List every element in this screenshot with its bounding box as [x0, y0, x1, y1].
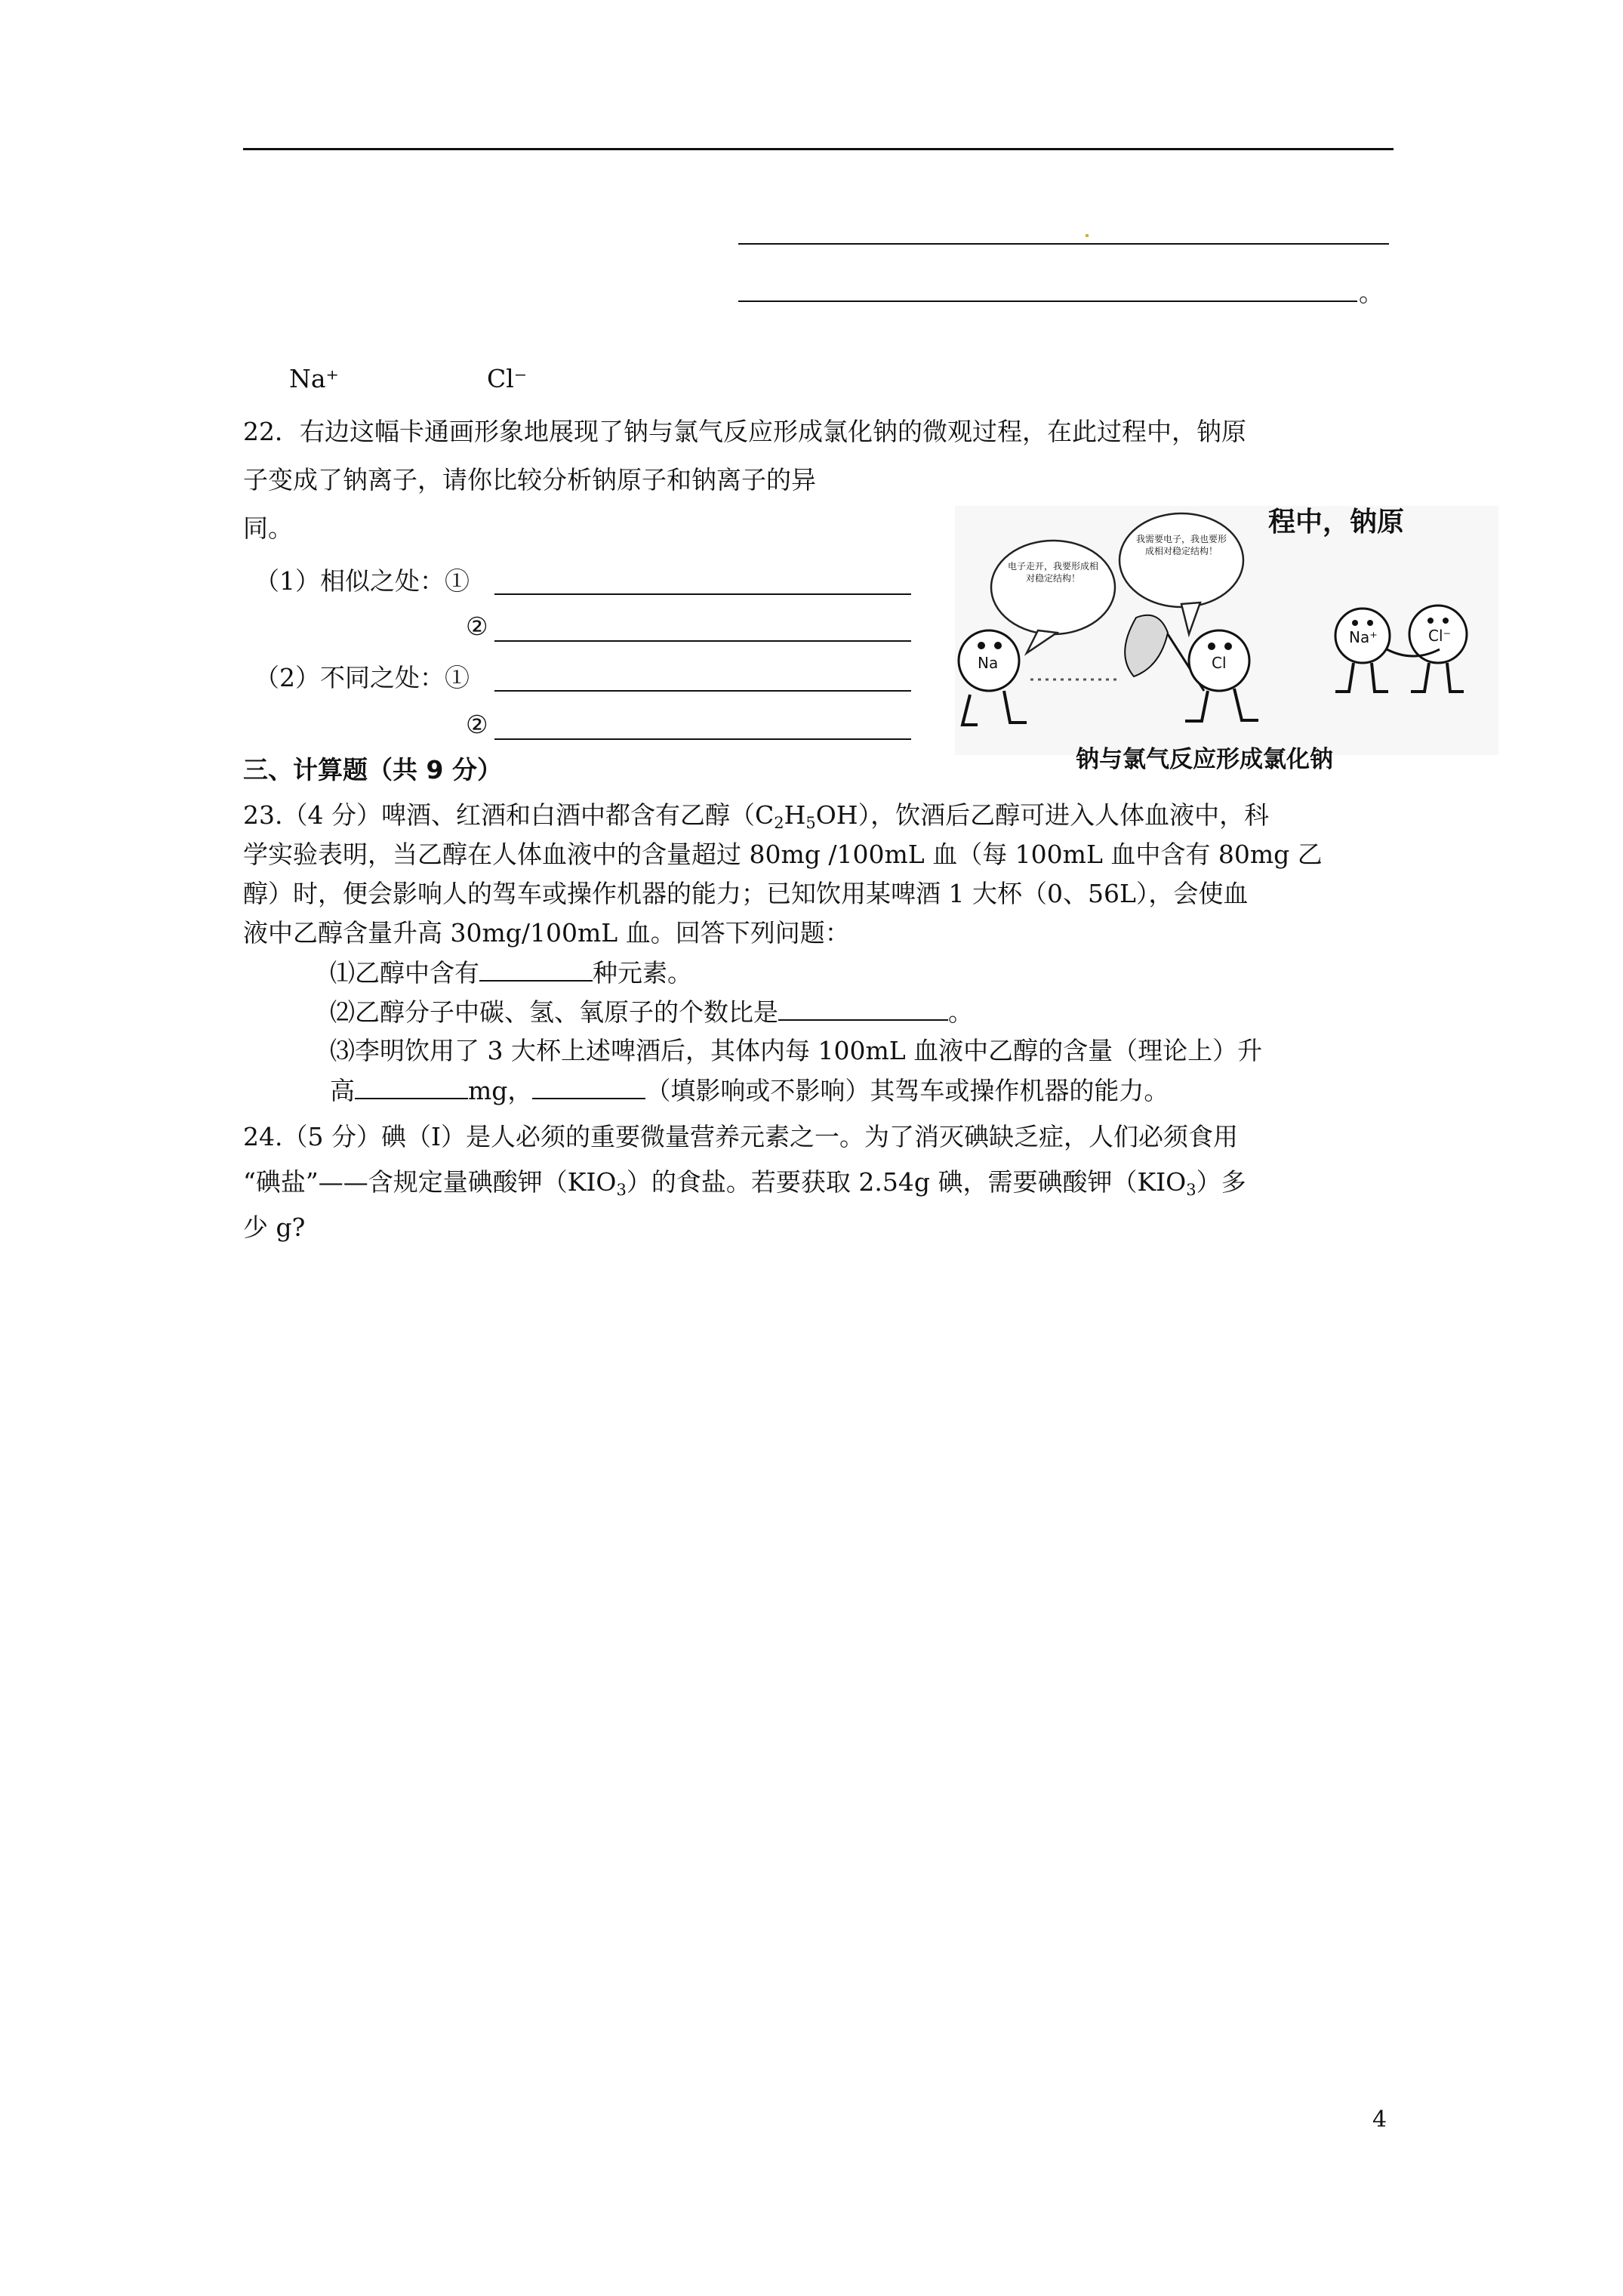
figure-na-ion-label: Na⁺	[1349, 628, 1378, 646]
q22-similar-label: （1）相似之处：①	[254, 566, 470, 596]
q22-similar-blank-2[interactable]	[494, 640, 911, 642]
q22-different-label: （2）不同之处：①	[254, 663, 470, 692]
q22-different-circle-2: ②	[466, 710, 488, 739]
q24-line-2: “碘盐”——含规定量碘酸钾$(KIO_3)$的食盐。若要获取 2.54g 碘，需要碘酸钾$(KIO_3)$多	[243, 1167, 1246, 1199]
ion-label-cl: Cl⁻	[487, 364, 528, 393]
sodium-chloride-cartoon	[955, 491, 1498, 785]
q22-line-1: 22．右边这幅卡通画形象地展现了钠与氯气反应形成氯化钠的微观过程，在此过程中，钠原	[243, 417, 1246, 446]
q24-line-1: 24.（5 分）碘（I）是人必须的重要微量营养元素之一。为了消灭碘缺乏症，人们必须食用	[243, 1122, 1239, 1151]
figure-na-atom-label: Na	[978, 654, 999, 672]
q22-different-blank-1[interactable]	[494, 690, 911, 692]
answer-end-mark: 。	[1359, 278, 1384, 307]
q22-similar-circle-2: ②	[466, 612, 488, 641]
figure-caption: 钠与氯气反应形成氯化钠	[1076, 746, 1333, 773]
q23-blank-ratio[interactable]	[778, 997, 948, 1021]
q23-blank-effect[interactable]	[532, 1075, 645, 1099]
q23-line-4: 液中乙醇含量升高 30mg/100mL 血。回答下列问题：	[243, 918, 850, 948]
bubble-right-text: 我需要电子，我也要形成相对稳定结构！	[1136, 534, 1227, 556]
q23-blank-elements[interactable]	[479, 957, 593, 982]
q24-line-3: 少 g?	[243, 1213, 306, 1242]
q22-different-blank-2[interactable]	[494, 738, 911, 740]
figure-cl-atom-label: Cl	[1212, 654, 1227, 672]
q22-similar-blank-1[interactable]	[494, 593, 911, 595]
bubble-left-text: 电子走开，我要形成相对稳定结构！	[1008, 561, 1099, 584]
answer-line-1	[738, 243, 1389, 245]
page-number: 4	[1372, 2106, 1387, 2133]
q23-blank-mg[interactable]	[355, 1075, 468, 1099]
figure-header-text: 程中，钠原	[1268, 507, 1405, 538]
answer-line-2	[738, 300, 1357, 302]
q23-line-3: 醇）时，便会影响人的驾车或操作机器的能力；已知饮用某啤酒 1 大杯（0、56L），会使血	[243, 879, 1249, 908]
q23-part-3-cont: 高 mg， （填影响或不影响）其驾车或操作机器的能力。	[330, 1076, 1169, 1105]
stray-dot	[1086, 234, 1089, 237]
q23-line-2: 学实验表明，当乙醇在人体血液中的含量超过 80mg /100mL 血（每 100mL 血中含有 80mg 乙	[243, 840, 1323, 869]
q23-part-1: ⑴乙醇中含有 种元素。	[330, 958, 692, 988]
header-rule	[243, 148, 1394, 150]
q22-line-3: 同。	[243, 513, 293, 543]
ion-label-na: Na⁺	[289, 364, 339, 393]
figure-cl-ion-label: Cl⁻	[1428, 627, 1452, 645]
q23-part-2: ⑵乙醇分子中碳、氢、氧原子的个数比是 。	[330, 997, 973, 1027]
q23-line-1: 23.（4 分）啤酒、红酒和白酒中都含有乙醇$(C_2H_5OH)$，饮酒后乙醇可进入人体血液中，科	[243, 800, 1270, 832]
q22-line-2: 子变成了钠离子，请你比较分析钠原子和钠离子的异	[243, 465, 816, 495]
q23-part-3: ⑶李明饮用了 3 大杯上述啤酒后，其体内每 100mL 血液中乙醇的含量（理论上）升	[330, 1036, 1263, 1065]
section-3-title: 三、计算题（共 9 分）	[243, 755, 502, 784]
